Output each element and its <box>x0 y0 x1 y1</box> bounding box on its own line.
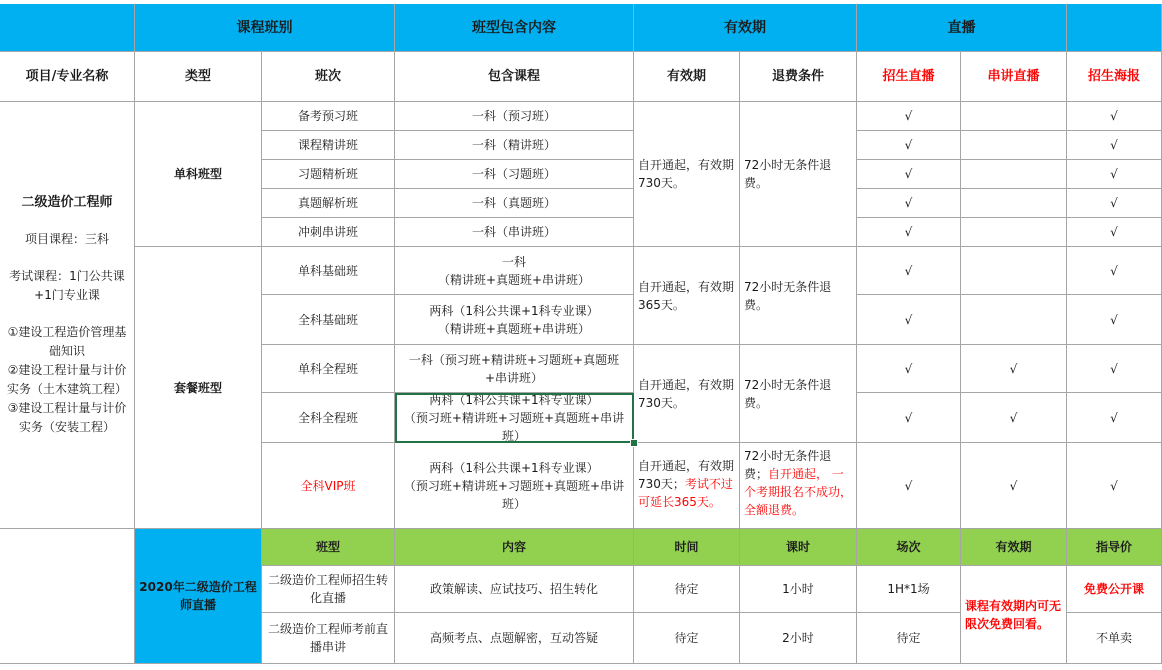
refund-guarantee-text: 自开通起， 一个考期报名不成功，全额退费。 <box>744 467 853 517</box>
refund-cell-vip[interactable] <box>740 443 857 529</box>
subheader-refund[interactable]: 退费条件 <box>740 52 857 102</box>
live-section-title[interactable]: 2020年二级造价工程师直播 <box>135 529 262 664</box>
header-blank[interactable] <box>0 4 135 52</box>
live-class-cell[interactable]: 二级造价工程师考前直播串讲 <box>262 613 395 664</box>
series-live-check[interactable] <box>961 218 1067 247</box>
type-package[interactable]: 套餐班型 <box>135 247 262 529</box>
live-blank[interactable] <box>0 529 135 664</box>
live-sessions-cell[interactable]: 1H*1场 <box>857 566 961 613</box>
series-live-check[interactable] <box>961 189 1067 218</box>
live-hours-cell[interactable]: 2小时 <box>740 613 857 664</box>
validity-text: 自开通起，有效期730天； <box>638 459 735 491</box>
content-cell[interactable]: 一科（精讲班） <box>395 131 634 160</box>
poster-check[interactable]: √ <box>1067 102 1162 131</box>
validity-cell[interactable]: 自开通起，有效期730天。 <box>634 102 740 247</box>
live-header-sessions[interactable]: 场次 <box>857 529 961 566</box>
poster-check[interactable]: √ <box>1067 393 1162 443</box>
subheader-class[interactable]: 班次 <box>262 52 395 102</box>
series-live-check[interactable] <box>961 102 1067 131</box>
class-cell[interactable]: 课程精讲班 <box>262 131 395 160</box>
subheader-series-live[interactable]: 串讲直播 <box>961 52 1067 102</box>
poster-check[interactable]: √ <box>1067 189 1162 218</box>
live-validity-cell[interactable]: 课程有效期内可无限次免费回看。 <box>961 566 1067 664</box>
recruit-live-check[interactable]: √ <box>857 189 961 218</box>
refund-cell[interactable]: 72小时无条件退费。 <box>740 345 857 443</box>
header-content[interactable]: 班型包含内容 <box>395 4 634 52</box>
class-cell[interactable]: 全科全程班 <box>262 393 395 443</box>
project-subject-3: ③建设工程计量与计价实务（安装工程） <box>7 401 127 434</box>
content-cell[interactable]: 一科（真题班） <box>395 189 634 218</box>
recruit-live-check[interactable]: √ <box>857 443 961 529</box>
recruit-live-check[interactable]: √ <box>857 131 961 160</box>
validity-cell-vip[interactable] <box>634 443 740 529</box>
series-live-check[interactable]: √ <box>961 345 1067 393</box>
live-content-cell[interactable]: 政策解读、应试技巧、招生转化 <box>395 566 634 613</box>
refund-cell[interactable]: 72小时无条件退费。 <box>740 102 857 247</box>
project-courses: 项目课程：三科 <box>24 232 109 246</box>
live-price-cell[interactable]: 不单卖 <box>1067 613 1162 664</box>
class-cell[interactable]: 单科全程班 <box>262 345 395 393</box>
class-cell-vip[interactable]: 全科VIP班 <box>262 443 395 529</box>
content-cell-selected[interactable]: 两科（1科公共课+1科专业课） （预习班+精讲班+习题班+真题班+串讲班） <box>395 393 634 443</box>
recruit-live-check[interactable]: √ <box>857 393 961 443</box>
validity-extension-text: 考试不过可延长365天。 <box>638 477 733 509</box>
refund-text: 72小时无条件退费； <box>744 449 832 481</box>
recruit-live-check[interactable]: √ <box>857 345 961 393</box>
project-cell[interactable] <box>0 102 135 529</box>
header-class-type[interactable]: 课程班别 <box>135 4 395 52</box>
subheader-type[interactable]: 类型 <box>135 52 262 102</box>
content-cell[interactable]: 一科 （精讲班+真题班+串讲班） <box>395 247 634 295</box>
live-header-price[interactable]: 指导价 <box>1067 529 1162 566</box>
recruit-live-check[interactable]: √ <box>857 102 961 131</box>
subheader-validity[interactable]: 有效期 <box>634 52 740 102</box>
content-cell[interactable]: 一科（预习班+精讲班+习题班+真题班+串讲班） <box>395 345 634 393</box>
live-header-hours[interactable]: 课时 <box>740 529 857 566</box>
class-cell[interactable]: 真题解析班 <box>262 189 395 218</box>
project-name: 二级造价工程师 <box>21 195 113 210</box>
live-price-cell[interactable]: 免费公开课 <box>1067 566 1162 613</box>
subheader-courses[interactable]: 包含课程 <box>395 52 634 102</box>
poster-check[interactable]: √ <box>1067 295 1162 345</box>
class-cell[interactable]: 全科基础班 <box>262 295 395 345</box>
class-cell[interactable]: 备考预习班 <box>262 102 395 131</box>
recruit-live-check[interactable]: √ <box>857 295 961 345</box>
header-live[interactable]: 直播 <box>857 4 1067 52</box>
series-live-check[interactable]: √ <box>961 393 1067 443</box>
content-cell[interactable]: 一科（串讲班） <box>395 218 634 247</box>
poster-check[interactable]: √ <box>1067 247 1162 295</box>
live-sessions-cell[interactable]: 待定 <box>857 613 961 664</box>
series-live-check[interactable] <box>961 247 1067 295</box>
recruit-live-check[interactable]: √ <box>857 160 961 189</box>
poster-check[interactable]: √ <box>1067 443 1162 529</box>
header-blank-right[interactable] <box>1067 4 1162 52</box>
project-subject-2: ②建设工程计量与计价实务（土木建筑工程） <box>6 363 127 396</box>
class-cell[interactable]: 冲刺串讲班 <box>262 218 395 247</box>
fill-handle[interactable] <box>630 439 638 447</box>
class-cell[interactable]: 单科基础班 <box>262 247 395 295</box>
series-live-check[interactable] <box>961 160 1067 189</box>
project-exam: 考试课程：1门公共课+1门专业课 <box>9 269 125 302</box>
subheader-project[interactable]: 项目/专业名称 <box>0 52 135 102</box>
refund-cell[interactable]: 72小时无条件退费。 <box>740 247 857 345</box>
live-header-content[interactable]: 内容 <box>395 529 634 566</box>
live-time-cell[interactable]: 待定 <box>634 613 740 664</box>
content-cell[interactable]: 两科（1科公共课+1科专业课） （预习班+精讲班+习题班+真题班+串讲班） <box>395 443 634 529</box>
content-cell[interactable]: 两科（1科公共课+1科专业课） （精讲班+真题班+串讲班） <box>395 295 634 345</box>
live-header-class[interactable]: 班型 <box>262 529 395 566</box>
recruit-live-check[interactable]: √ <box>857 247 961 295</box>
poster-check[interactable]: √ <box>1067 218 1162 247</box>
series-live-check[interactable] <box>961 131 1067 160</box>
live-class-cell[interactable]: 二级造价工程师招生转化直播 <box>262 566 395 613</box>
content-cell[interactable]: 一科（习题班） <box>395 160 634 189</box>
live-content-cell[interactable]: 高频考点、点题解密，互动答疑 <box>395 613 634 664</box>
class-cell[interactable]: 习题精析班 <box>262 160 395 189</box>
subheader-recruit-live[interactable]: 招生直播 <box>857 52 961 102</box>
content-cell[interactable]: 一科（预习班） <box>395 102 634 131</box>
series-live-check[interactable]: √ <box>961 443 1067 529</box>
subheader-poster[interactable]: 招生海报 <box>1067 52 1162 102</box>
series-live-check[interactable] <box>961 295 1067 345</box>
poster-check[interactable]: √ <box>1067 131 1162 160</box>
live-hours-cell[interactable]: 1小时 <box>740 566 857 613</box>
poster-check[interactable]: √ <box>1067 345 1162 393</box>
validity-cell[interactable]: 自开通起，有效期365天。 <box>634 247 740 345</box>
validity-cell[interactable]: 自开通起，有效期730天。 <box>634 345 740 443</box>
project-subject-1: ①建设工程造价管理基础知识 <box>7 325 127 358</box>
recruit-live-check[interactable]: √ <box>857 218 961 247</box>
poster-check[interactable]: √ <box>1067 160 1162 189</box>
type-single[interactable]: 单科班型 <box>135 102 262 247</box>
live-time-cell[interactable]: 待定 <box>634 566 740 613</box>
live-header-validity[interactable]: 有效期 <box>961 529 1067 566</box>
header-validity[interactable]: 有效期 <box>634 4 857 52</box>
live-header-time[interactable]: 时间 <box>634 529 740 566</box>
